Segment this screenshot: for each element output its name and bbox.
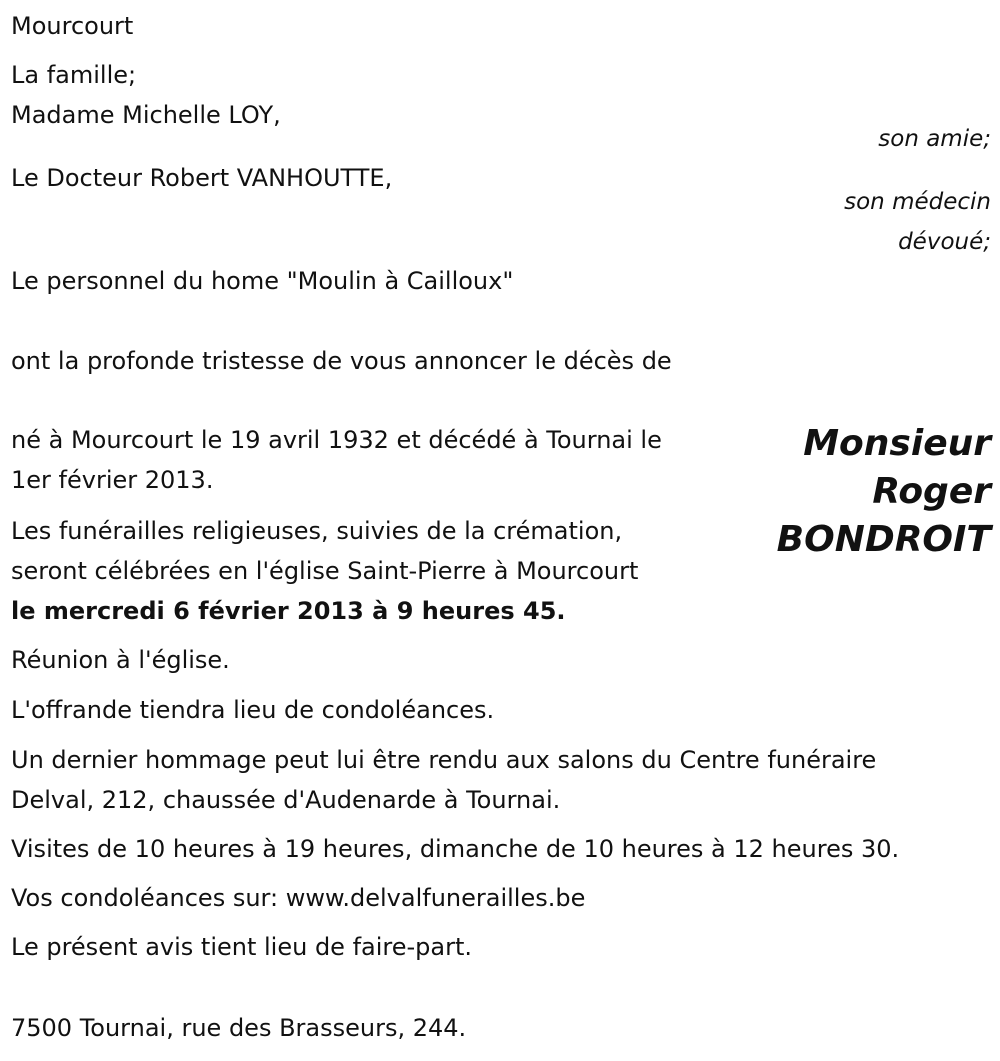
doctor-role-line1: son médecin [844, 189, 991, 215]
doctor-role-line2: dévoué; [898, 229, 991, 255]
deceased-name-block [777, 420, 991, 564]
funeral-line2: seront célébrées en l'église Saint-Pierre à Mourcourt [11, 557, 639, 585]
tribute-line1: Un dernier hommage peut lui être rendu aux salons du Centre funéraire [11, 746, 877, 774]
visits-line: Visites de 10 heures à 19 heures, dimanche de 10 heures à 12 heures 30. [11, 835, 900, 863]
address-line: 7500 Tournai, rue des Brasseurs, 244. [11, 1014, 467, 1042]
friend-role: son amie; [878, 126, 991, 152]
offering-line: L'offrande tiendra lieu de condoléances. [11, 696, 495, 724]
friend-name: Madame Michelle LOY, [11, 101, 281, 129]
family-line: La famille; [11, 61, 137, 89]
deceased-last-name: BONDROIT [776, 519, 991, 560]
notice-line: Le présent avis tient lieu de faire-part. [11, 933, 473, 961]
deceased-first-name: Roger [872, 471, 991, 512]
locality-heading: Mourcourt [11, 12, 134, 40]
funeral-line1: Les funérailles religieuses, suivies de la crémation, [11, 517, 623, 545]
tribute-line2: Delval, 212, chaussée d'Audenarde à Tournai. [11, 786, 561, 814]
funeral-date: le mercredi 6 février 2013 à 9 heures 45. [11, 597, 566, 625]
announcement-text: ont la profonde tristesse de vous annoncer le décès de [11, 347, 672, 375]
deceased-title: Monsieur [803, 423, 991, 464]
staff-line: Le personnel du home "Moulin à Cailloux" [11, 267, 514, 295]
meeting-line: Réunion à l'église. [11, 646, 230, 674]
birth-death-line1: né à Mourcourt le 19 avril 1932 et décédé à Tournai le [11, 426, 662, 454]
birth-death-line2: 1er février 2013. [11, 466, 214, 494]
doctor-name: Le Docteur Robert VANHOUTTE, [11, 164, 393, 192]
condolences-line: Vos condoléances sur: www.delvalfunerailles.be [11, 884, 586, 912]
